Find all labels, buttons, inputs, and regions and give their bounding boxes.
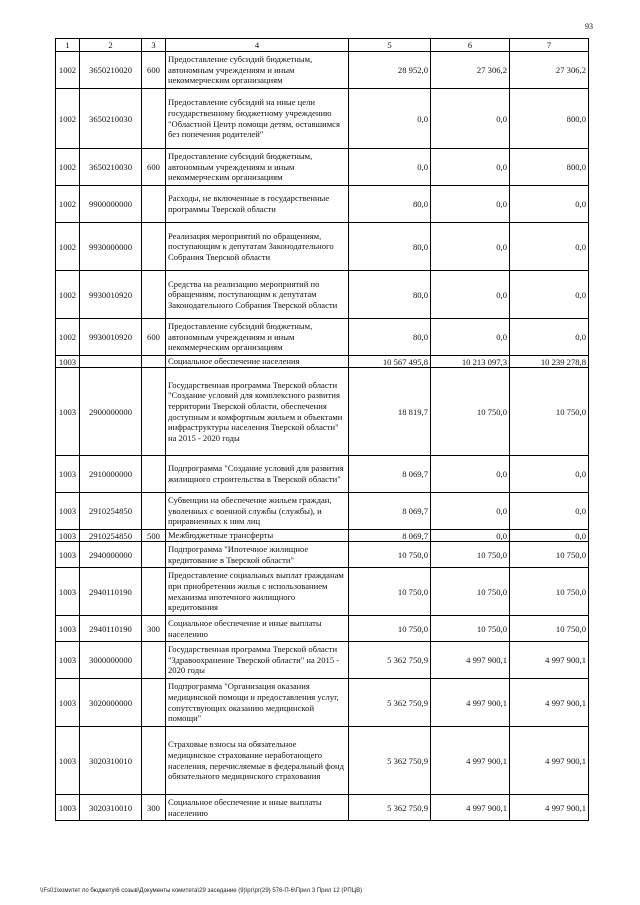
section-cell: 1002 [56,223,80,271]
value-cell: 80,0 [349,271,431,319]
code-cell [80,356,142,368]
section-cell: 1003 [56,616,80,642]
type-cell [142,368,166,456]
table-row [56,456,589,493]
value-cell: 4 997 900,1 [510,795,589,821]
value-cell: 0,0 [431,89,510,149]
value-cell: 0,0 [510,186,589,223]
section-cell: 1003 [56,456,80,493]
type-cell [142,89,166,149]
value-cell: 800,0 [510,89,589,149]
description-cell: Средства на реализацию мероприятий по обращениям, поступающим к депутатам Законодательного Собрания Тверской области [166,271,349,319]
value-cell: 5 362 750,9 [349,679,431,727]
code-cell: 3650210020 [80,52,142,89]
value-cell: 5 362 750,9 [349,795,431,821]
value-cell: 10 750,0 [349,568,431,616]
value-cell: 0,0 [510,223,589,271]
type-cell [142,223,166,271]
code-cell: 3020000000 [80,679,142,727]
description-cell: Предоставление субсидий бюджетным, автономным учреждениям и иным некоммерческим организациям [166,149,349,186]
value-cell: 10 750,0 [510,542,589,568]
description-cell: Субвенции на обеспечение жильем граждан, уволенных с военной службы (службы), и приравненных к ним лиц [166,493,349,530]
value-cell: 4 997 900,1 [431,795,510,821]
table-row [56,149,589,186]
description-cell: Предоставление социальных выплат гражданам при приобретении жилья с использованием механизма ипотечного жилищного кредитования [166,568,349,616]
code-cell: 2940110190 [80,616,142,642]
section-cell: 1002 [56,319,80,356]
table-row [56,368,589,456]
code-cell: 2910254850 [80,493,142,530]
section-cell: 1002 [56,52,80,89]
code-cell: 2940000000 [80,542,142,568]
column-header: 6 [431,39,510,52]
value-cell: 10 239 278,8 [510,356,589,368]
description-cell: Межбюджетные трансферты [166,530,349,542]
type-cell: 600 [142,149,166,186]
page-number: 93 [585,22,593,31]
value-cell: 5 362 750,9 [349,642,431,679]
type-cell: 300 [142,795,166,821]
section-cell: 1002 [56,89,80,149]
description-cell: Предоставление субсидий на иные цели государственному бюджетному учреждению "Областной Центр помощи детям, оставшимся без попечения родителей" [166,89,349,149]
code-cell: 2910254850 [80,530,142,542]
value-cell: 4 997 900,1 [431,642,510,679]
value-cell: 27 306,2 [510,52,589,89]
description-cell: Подпрограмма "Создание условий для развития жилищного строительства в Тверской области" [166,456,349,493]
value-cell: 10 750,0 [349,616,431,642]
column-header: 4 [166,39,349,52]
code-cell: 9930000000 [80,223,142,271]
column-header: 3 [142,39,166,52]
value-cell: 0,0 [431,456,510,493]
table-row [56,542,589,568]
value-cell: 0,0 [510,493,589,530]
code-cell: 3650210030 [80,89,142,149]
value-cell: 10 750,0 [431,368,510,456]
type-cell [142,186,166,223]
value-cell: 0,0 [349,89,431,149]
value-cell: 10 750,0 [510,368,589,456]
value-cell: 0,0 [510,530,589,542]
value-cell: 800,0 [510,149,589,186]
value-cell: 4 997 900,1 [510,679,589,727]
value-cell: 10 750,0 [431,542,510,568]
value-cell: 0,0 [431,223,510,271]
section-cell: 1003 [56,727,80,795]
file-path-footer: \\Fs01\комитет по бюджету\6 созыв\Документы комитета\29 заседание (9)\рг\рг(29) 576-П-6\Прил 3 Прил 12 (РПЦВ) [40,888,363,894]
type-cell: 600 [142,52,166,89]
type-cell [142,271,166,319]
type-cell [142,679,166,727]
code-cell: 2910000000 [80,456,142,493]
code-cell: 3650210030 [80,149,142,186]
column-header: 2 [80,39,142,52]
table-row [56,568,589,616]
value-cell: 10 750,0 [510,616,589,642]
description-cell: Страховые взносы на обязательное медицинское страхование неработающего населения, перечисляемые в федеральный фонд обязательного медицинского страхования [166,727,349,795]
code-cell: 2900000000 [80,368,142,456]
description-cell: Подпрограмма "Ипотечное жилищное кредитование в Тверской области" [166,542,349,568]
value-cell: 28 952,0 [349,52,431,89]
type-cell [142,456,166,493]
type-cell [142,727,166,795]
value-cell: 18 819,7 [349,368,431,456]
value-cell: 0,0 [431,319,510,356]
table-row [56,89,589,149]
section-cell: 1003 [56,679,80,727]
section-cell: 1002 [56,149,80,186]
value-cell: 0,0 [510,319,589,356]
type-cell: 300 [142,616,166,642]
value-cell: 0,0 [431,149,510,186]
value-cell: 80,0 [349,186,431,223]
section-cell: 1003 [56,530,80,542]
code-cell: 2940110190 [80,568,142,616]
value-cell: 0,0 [431,530,510,542]
value-cell: 80,0 [349,223,431,271]
description-cell: Предоставление субсидий бюджетным, автономным учреждениям и иным некоммерческим организациям [166,52,349,89]
table-row [56,356,589,368]
value-cell: 8 069,7 [349,456,431,493]
section-cell: 1003 [56,493,80,530]
description-cell: Реализация мероприятий по обращениям, поступающим к депутатам Законодательного Собрания Тверской области [166,223,349,271]
column-header: 5 [349,39,431,52]
table-row [56,319,589,356]
section-cell: 1003 [56,542,80,568]
table-row [56,52,589,89]
value-cell: 0,0 [431,271,510,319]
table-row [56,727,589,795]
section-cell: 1003 [56,368,80,456]
value-cell: 10 750,0 [431,616,510,642]
description-cell: Государственная программа Тверской области "Создание условий для комплексного развития территории Тверской области, обеспечения доступным и комфортным жильем и объектами инфраструктуры населения Тверской области" на 2015 - 2020 годы [166,368,349,456]
value-cell: 10 213 097,3 [431,356,510,368]
value-cell: 0,0 [510,456,589,493]
column-header: 1 [56,39,80,52]
value-cell: 10 750,0 [349,542,431,568]
section-cell: 1003 [56,568,80,616]
section-cell: 1002 [56,271,80,319]
section-cell: 1003 [56,642,80,679]
section-cell: 1003 [56,795,80,821]
type-cell: 600 [142,319,166,356]
value-cell: 5 362 750,9 [349,727,431,795]
description-cell: Расходы, не включенные в государственные программы Тверской области [166,186,349,223]
table-row [56,493,589,530]
table-row [56,271,589,319]
value-cell: 4 997 900,1 [431,727,510,795]
value-cell: 0,0 [431,186,510,223]
value-cell: 4 997 900,1 [431,679,510,727]
type-cell [142,493,166,530]
description-cell: Социальное обеспечение и иные выплаты населению [166,616,349,642]
table-row [56,616,589,642]
description-cell: Подпрограмма "Организация оказания медицинской помощи и предоставления услуг, сопутствующих оказанию медицинской помощи" [166,679,349,727]
value-cell: 0,0 [349,149,431,186]
description-cell: Социальное обеспечение и иные выплаты населению [166,795,349,821]
code-cell: 3000000000 [80,642,142,679]
column-header: 7 [510,39,589,52]
code-cell: 9930010920 [80,271,142,319]
code-cell: 3020310010 [80,727,142,795]
table-row [56,530,589,542]
code-cell: 3020310010 [80,795,142,821]
description-cell: Государственная программа Тверской области "Здравоохранение Тверской области" на 2015 - 2020 годы [166,642,349,679]
code-cell: 9930010920 [80,319,142,356]
description-cell: Предоставление субсидий бюджетным, автономным учреждениям и иным некоммерческим организациям [166,319,349,356]
type-cell [142,542,166,568]
budget-table [55,38,589,821]
header-row [56,39,589,52]
type-cell [142,356,166,368]
value-cell: 4 997 900,1 [510,727,589,795]
value-cell: 4 997 900,1 [510,642,589,679]
table-row [56,679,589,727]
value-cell: 27 306,2 [431,52,510,89]
table-row [56,642,589,679]
value-cell: 10 750,0 [510,568,589,616]
value-cell: 10 750,0 [431,568,510,616]
description-cell: Социальное обеспечение населения [166,356,349,368]
type-cell [142,642,166,679]
value-cell: 10 567 495,8 [349,356,431,368]
table-row [56,795,589,821]
value-cell: 0,0 [431,493,510,530]
value-cell: 80,0 [349,319,431,356]
type-cell: 500 [142,530,166,542]
value-cell: 0,0 [510,271,589,319]
table-row [56,186,589,223]
table-row [56,223,589,271]
section-cell: 1002 [56,186,80,223]
type-cell [142,568,166,616]
value-cell: 8 069,7 [349,530,431,542]
value-cell: 8 069,7 [349,493,431,530]
code-cell: 9900000000 [80,186,142,223]
section-cell: 1003 [56,356,80,368]
